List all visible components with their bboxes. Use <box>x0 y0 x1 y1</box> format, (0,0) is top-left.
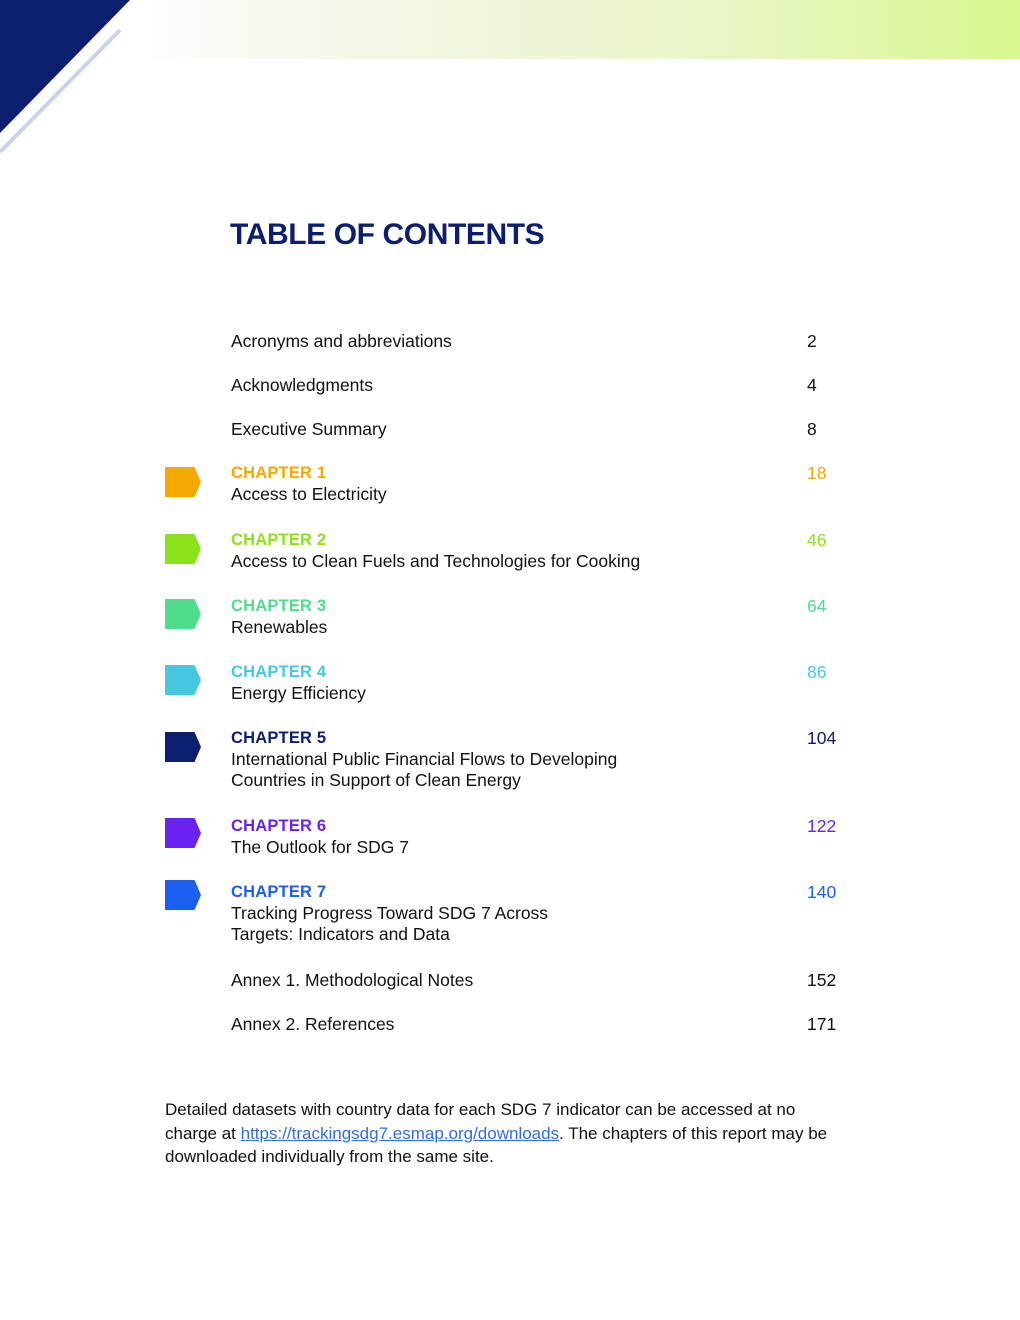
chapter-title: Renewables <box>231 617 328 637</box>
toc-entry-chapter-5[interactable] <box>231 728 851 791</box>
toc-entry-text: Acronyms and abbreviations <box>231 331 452 351</box>
footer-note <box>165 1098 847 1169</box>
chapter-label: CHAPTER 1 <box>231 464 327 482</box>
toc-page-number: 171 <box>807 1014 837 1034</box>
toc-page-number: 2 <box>807 331 817 351</box>
toc-entry-chapter-4[interactable] <box>231 662 851 704</box>
footer-text-after: . The chapters of this report may be downloaded individually from the same site. <box>165 1123 828 1166</box>
toc-page-number: 4 <box>807 375 817 395</box>
chapter-3-marker-icon <box>165 599 201 629</box>
toc-entry-text: Annex 2. References <box>231 1014 395 1034</box>
downloads-link[interactable]: https://trackingsdg7.esmap.org/downloads <box>240 1123 560 1143</box>
chapter-title: International Public Financial Flows to Developing Countries in Support of Clean Energy <box>231 749 618 790</box>
toc-page-number: 152 <box>807 970 837 990</box>
chapter-label: CHAPTER 7 <box>231 883 327 901</box>
toc-entry-executive-summary[interactable] <box>231 419 851 440</box>
toc-entry-annex-1[interactable] <box>231 970 851 991</box>
toc-page-number: 8 <box>807 419 817 439</box>
toc-entry-chapter-7[interactable] <box>231 882 851 945</box>
chapter-5-marker-icon <box>165 732 201 762</box>
page-title: TABLE OF CONTENTS <box>230 218 545 251</box>
chapter-title: Access to Electricity <box>231 484 387 504</box>
chapter-1-marker-icon <box>165 467 201 497</box>
toc-page-number: 122 <box>807 816 837 836</box>
header-gradient-band <box>0 0 1020 59</box>
corner-navy-triangle <box>0 0 130 133</box>
toc-page-number: 18 <box>807 463 827 483</box>
toc-entry-text: Acknowledgments <box>231 375 374 395</box>
toc-entry-annex-2[interactable] <box>231 1014 851 1035</box>
chapter-label: CHAPTER 2 <box>231 531 327 549</box>
chapter-title: Tracking Progress Toward SDG 7 Across Targets: Indicators and Data <box>231 903 549 944</box>
chapter-title: Energy Efficiency <box>231 683 366 703</box>
corner-decoration <box>0 0 140 160</box>
chapter-4-marker-icon <box>165 665 201 695</box>
toc-page-number: 140 <box>807 882 837 902</box>
toc-page-number: 104 <box>807 728 837 748</box>
chapter-2-marker-icon <box>165 534 201 564</box>
toc-page-number: 46 <box>807 530 827 550</box>
toc-entry-chapter-6[interactable] <box>231 816 851 858</box>
toc-entry-chapter-3[interactable] <box>231 596 851 638</box>
chapter-6-marker-icon <box>165 818 201 848</box>
chapter-7-marker-icon <box>165 880 201 910</box>
chapter-title: Access to Clean Fuels and Technologies for Cooking <box>231 551 641 571</box>
toc-entry-text: Annex 1. Methodological Notes <box>231 970 474 990</box>
toc-entry-chapter-2[interactable] <box>231 530 851 572</box>
toc-page-number: 86 <box>807 662 827 682</box>
chapter-title: The Outlook for SDG 7 <box>231 837 409 857</box>
toc-entry-chapter-1[interactable] <box>231 463 851 505</box>
toc-entry-acknowledgments[interactable] <box>231 375 851 396</box>
chapter-label: CHAPTER 5 <box>231 729 327 747</box>
chapter-label: CHAPTER 6 <box>231 817 327 835</box>
toc-entry-acronyms[interactable] <box>231 331 851 352</box>
toc-page-number: 64 <box>807 596 827 616</box>
footer-text-before: Detailed datasets with country data for each SDG 7 indicator can be accessed at no charge at <box>165 1100 796 1143</box>
toc-entry-text: Executive Summary <box>231 419 387 439</box>
chapter-label: CHAPTER 4 <box>231 663 327 681</box>
chapter-label: CHAPTER 3 <box>231 597 327 615</box>
